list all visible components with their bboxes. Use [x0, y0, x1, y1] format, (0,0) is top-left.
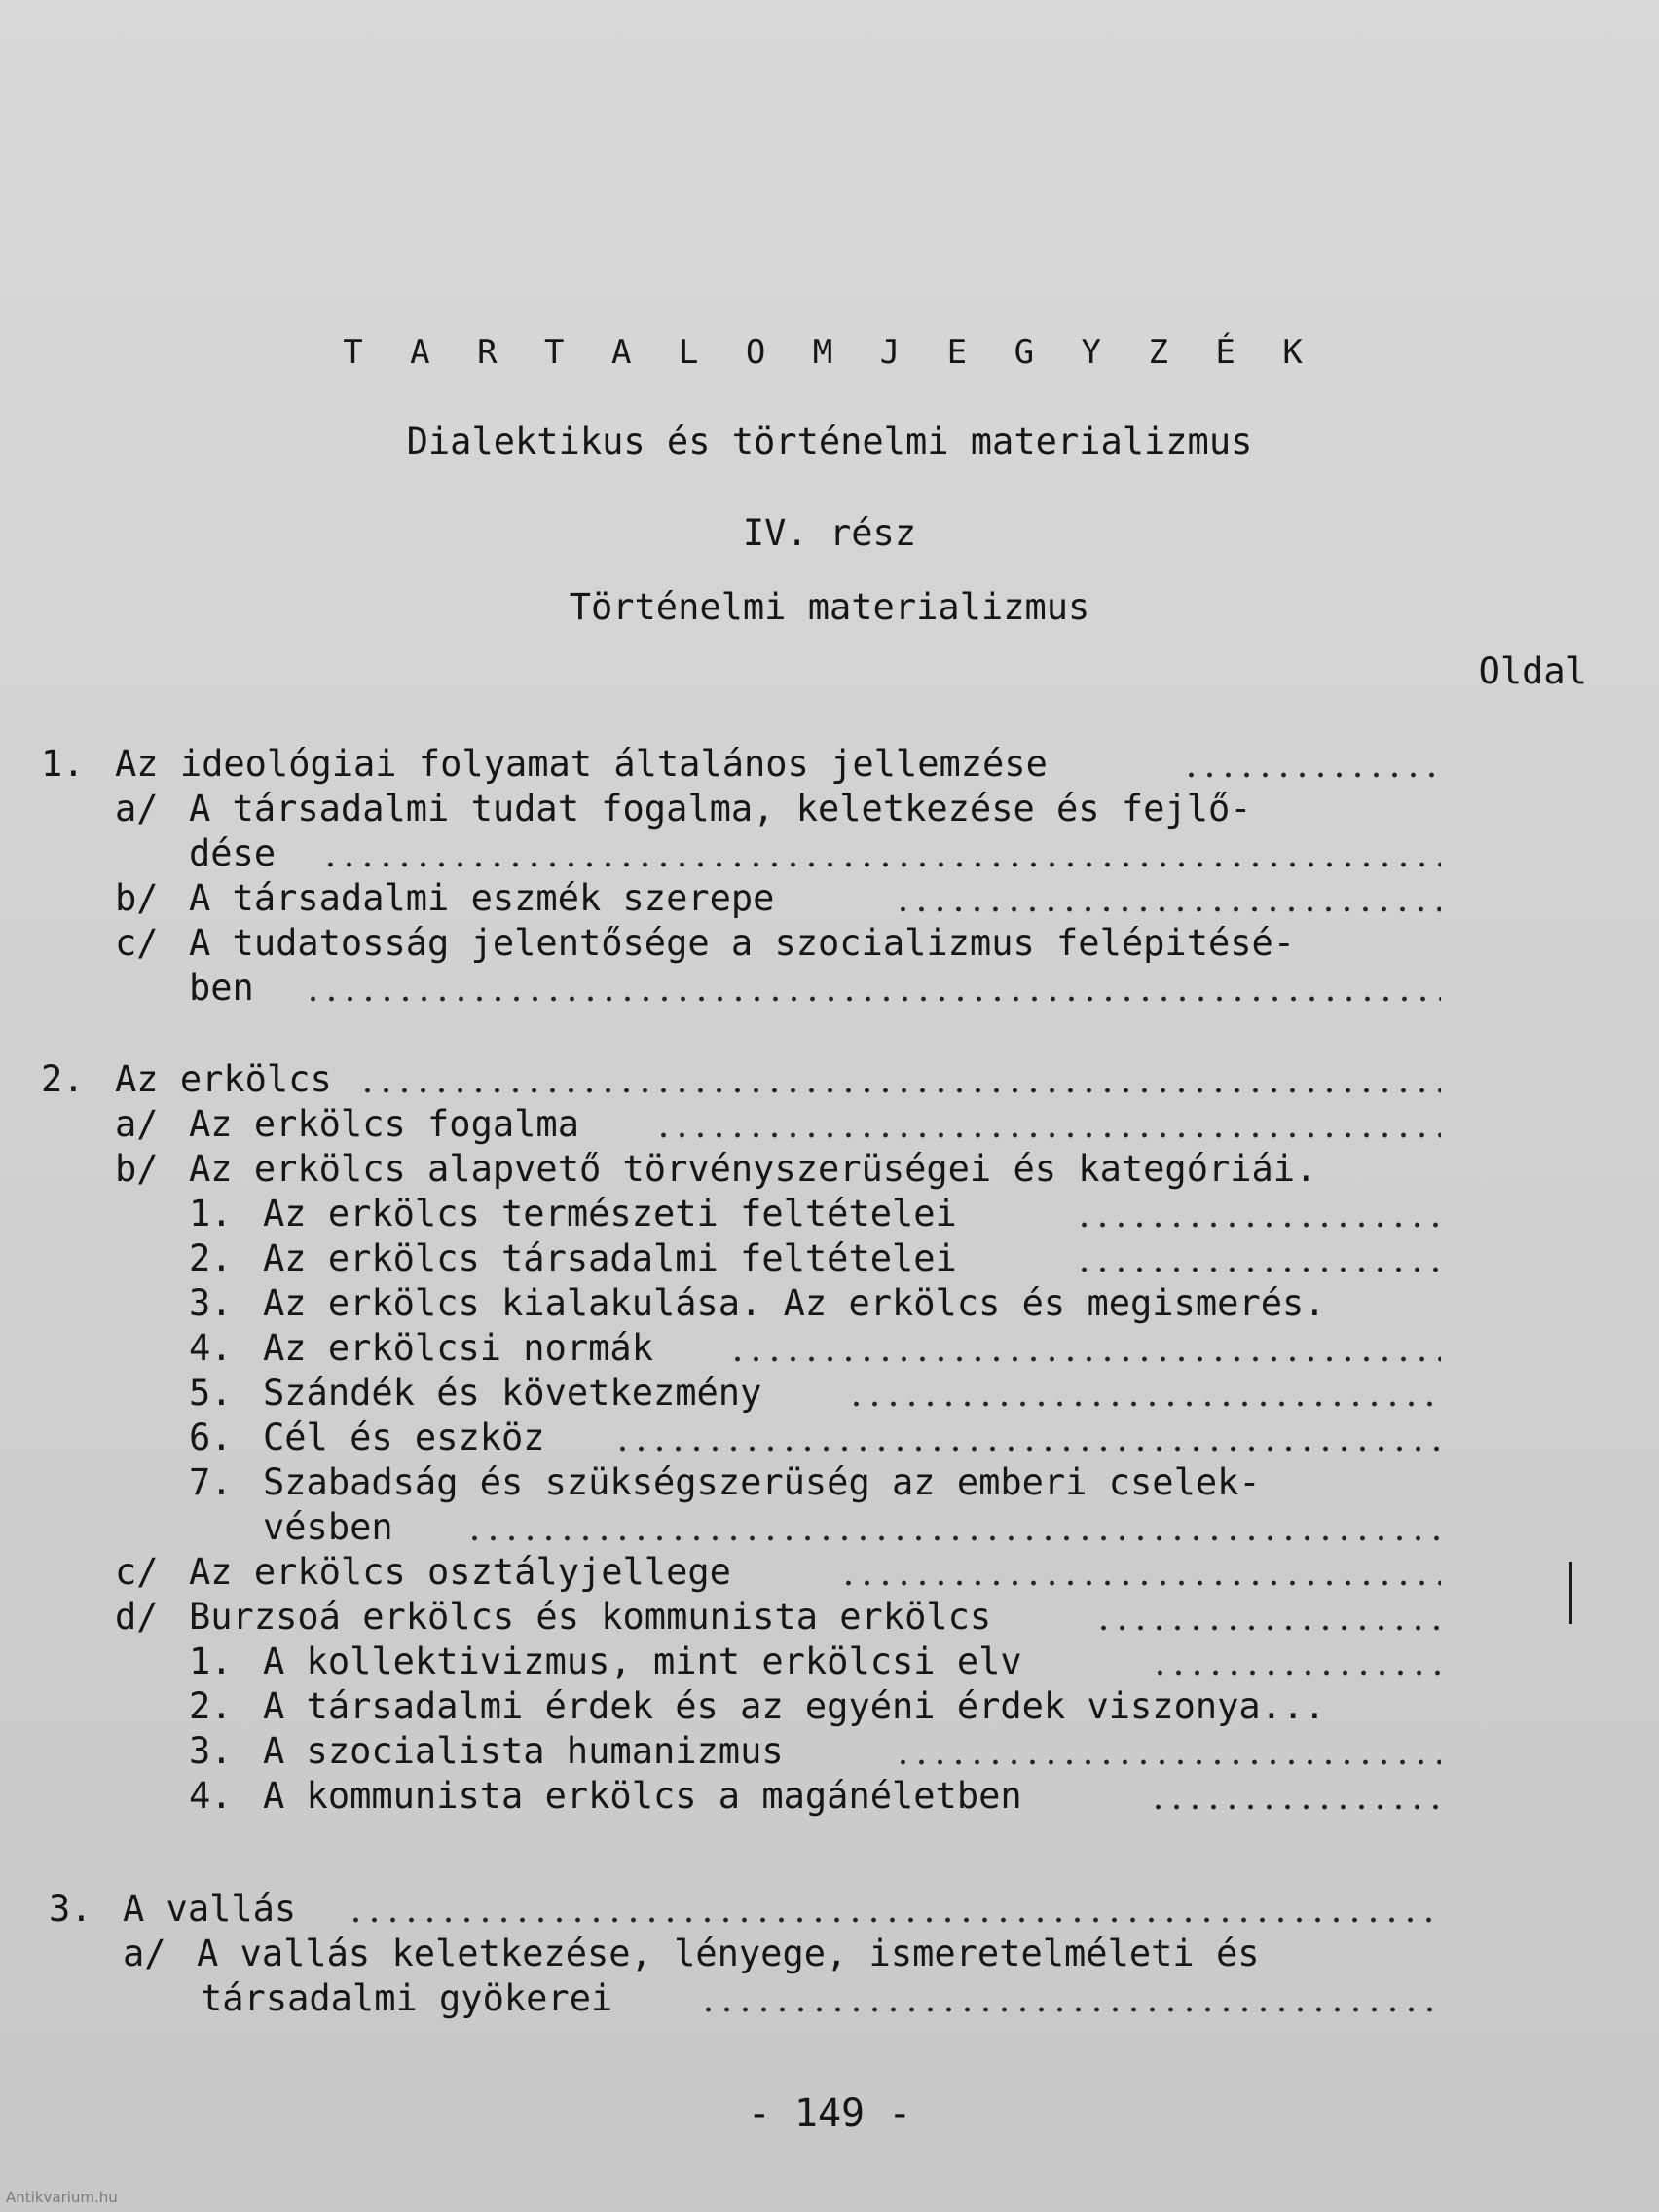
- leader-dots: [1151, 1640, 1441, 1684]
- toc-entry-number: c/: [115, 922, 159, 964]
- leader-dots: [654, 1102, 1441, 1147]
- document-subtitle: Dialektikus és történelmi materializmus: [406, 421, 1253, 462]
- toc-entry-number: 1.: [189, 1641, 233, 1682]
- document-title: T A R T A L O M J E G Y Z É K: [343, 333, 1316, 372]
- toc-entry-number: 1.: [41, 743, 85, 785]
- leader-dots: [847, 1371, 1441, 1416]
- page-column-label: Oldal: [1478, 650, 1587, 692]
- leader-dots: [894, 1729, 1441, 1774]
- toc-entry-number: 5.: [189, 1372, 233, 1414]
- toc-entry-number: 4.: [189, 1775, 233, 1817]
- toc-entry-text: Az erkölcs fogalma: [189, 1103, 579, 1145]
- toc-entry-text: A tudatosság jelentősége a szocializmus felépitésé-: [189, 922, 1296, 964]
- leader-dots: [358, 1057, 1441, 1102]
- toc-entry-text: A szocialista humanizmus: [263, 1730, 784, 1772]
- toc-entry-text: A kommunista erkölcs a magánéletben: [263, 1775, 1022, 1817]
- toc-entry-number: 2.: [189, 1237, 233, 1279]
- toc-entry-text: dése: [189, 832, 276, 874]
- toc-entry-text: társadalmi gyökerei: [201, 1977, 613, 2019]
- toc-entry-number: 2.: [41, 1058, 85, 1100]
- toc-entry-text: Az erkölcs természeti feltételei: [263, 1193, 957, 1235]
- watermark: Antikvarium.hu: [6, 2189, 118, 2206]
- toc-entry-text: A társadalmi tudat fogalma, keletkezése és fejlő-: [189, 788, 1252, 830]
- toc-entry-text: A kollektivizmus, mint erkölcsi elv: [263, 1641, 1022, 1682]
- toc-entry-number: a/: [115, 1103, 159, 1145]
- toc-entry-text: A vallás: [123, 1888, 297, 1930]
- toc-entry-text: Az ideológiai folyamat általános jellemzése: [115, 743, 1048, 785]
- leader-dots: [1075, 1236, 1441, 1281]
- toc-entry-text: Az erkölcs kialakulása. Az erkölcs és megismerés.: [263, 1282, 1326, 1324]
- toc-entry-text: Az erkölcs: [115, 1058, 332, 1100]
- leader-dots: [1094, 1595, 1441, 1640]
- toc-entry-number: 3.: [49, 1888, 92, 1930]
- leader-dots: [1149, 1774, 1441, 1819]
- toc-entry-text: Az erkölcs osztályjellege: [189, 1551, 731, 1593]
- toc-entry-text: Szándék és következmény: [263, 1372, 762, 1414]
- toc-entry-number: 1.: [189, 1193, 233, 1235]
- leader-dots: [894, 876, 1441, 921]
- leader-dots: [1075, 1192, 1441, 1236]
- toc-entry-number: b/: [115, 1148, 159, 1190]
- toc-entry-number: 3.: [189, 1730, 233, 1772]
- margin-mark: [1569, 1562, 1572, 1624]
- toc-entry-text: A társadalmi érdek és az egyéni érdek viszonya...: [263, 1685, 1326, 1727]
- toc-entry-text: Szabadság és szükségszerüség az emberi cselek-: [263, 1461, 1261, 1503]
- toc-entry-number: c/: [115, 1551, 159, 1593]
- toc-entry-number: 4.: [189, 1327, 233, 1369]
- leader-dots: [728, 1326, 1441, 1371]
- toc-entry-text: Az erkölcs alapvető törvényszerüségei és kategóriái.: [189, 1148, 1317, 1190]
- part-title: Történelmi materializmus: [569, 586, 1090, 628]
- toc-entry-text: Az erkölcsi normák: [263, 1327, 653, 1369]
- page-number: - 149 -: [747, 2091, 912, 2136]
- toc-entry-number: a/: [115, 788, 159, 830]
- toc-entry-number: 2.: [189, 1685, 233, 1727]
- toc-entry-text: ben: [189, 967, 254, 1009]
- toc-entry-text: Cél és eszköz: [263, 1417, 545, 1458]
- leader-dots: [321, 831, 1441, 876]
- toc-entry-number: 7.: [189, 1461, 233, 1503]
- leader-dots: [613, 1416, 1441, 1460]
- toc-entry-text: A vallás keletkezése, lényege, ismeretelméleti és: [197, 1933, 1260, 1974]
- toc-entry-number: b/: [115, 877, 159, 919]
- toc-entry-number: a/: [123, 1933, 166, 1974]
- leader-dots: [1182, 742, 1441, 787]
- leader-dots: [347, 1887, 1441, 1932]
- toc-entry-number: 6.: [189, 1417, 233, 1458]
- toc-entry-number: d/: [115, 1596, 159, 1638]
- toc-entry-text: Az erkölcs társadalmi feltételei: [263, 1237, 957, 1279]
- part-heading: IV. rész: [742, 512, 917, 554]
- leader-dots: [465, 1505, 1441, 1550]
- toc-entry-text: Burzsoá erkölcs és kommunista erkölcs: [189, 1596, 992, 1638]
- toc-entry-text: A társadalmi eszmék szerepe: [189, 877, 775, 919]
- leader-dots: [839, 1550, 1441, 1595]
- toc-entry-text: vésben: [263, 1506, 393, 1548]
- leader-dots: [304, 966, 1441, 1011]
- leader-dots: [699, 1976, 1441, 2021]
- toc-entry-number: 3.: [189, 1282, 233, 1324]
